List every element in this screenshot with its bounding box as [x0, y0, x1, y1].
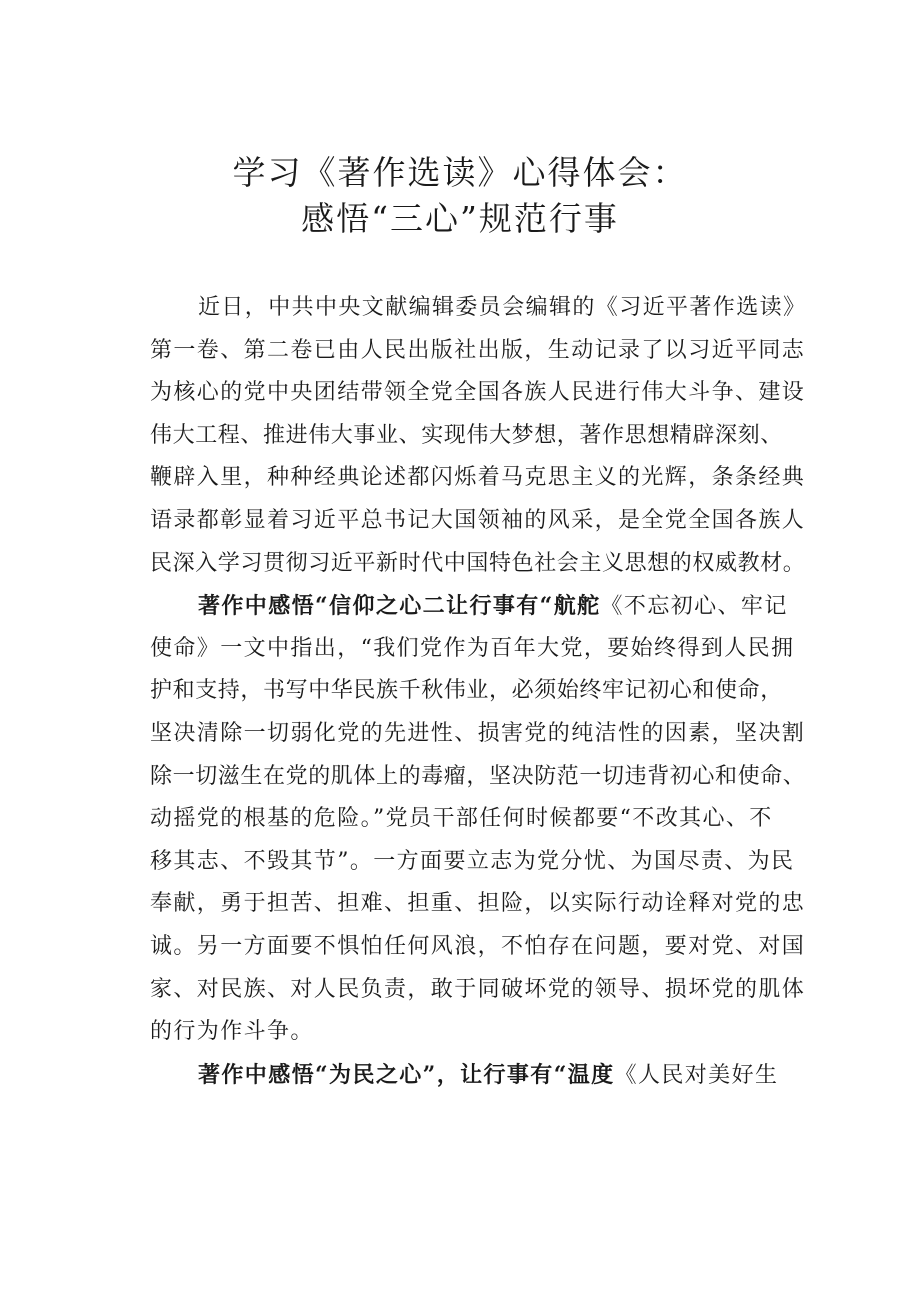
paragraph-1-line: 第一卷、第二卷已由人民出版社出版，生动记录了以习近平同志 — [150, 337, 806, 363]
paragraph-1-line: 近日，中共中央文献编辑委员会编辑的《习近平著作选读》 — [198, 295, 807, 320]
title-line-2: 感悟“三心”规范行事 — [301, 199, 619, 238]
paragraph-2-line: 动摇党的根基的危险。”党员干部任何时候都要“不改其心、不 — [150, 806, 773, 832]
paragraph-1-line: 伟大工程、推进伟大事业、实现伟大梦想，著作思想精辟深刻、 — [150, 422, 783, 448]
document-body — [150, 287, 815, 1096]
paragraph-1-line: 语录都彰显着习近平总书记大国领袖的风采，是全党全国各族人 — [150, 507, 806, 533]
paragraph-1-line: 民深入学习贯彻习近平新时代中国特色社会主义思想的权威教材。 — [150, 550, 806, 576]
paragraph-1-line: 为核心的党中央团结带领全党全国各族人民进行伟大斗争、建设 — [150, 380, 806, 406]
paragraph-1-line: 鞭辟入里，种种经典论述都闪烁着马克思主义的光辉，条条经典 — [150, 465, 806, 491]
paragraph-2-first-line — [150, 585, 815, 628]
paragraph-2-heading: 著作中感悟“信仰之心二让行事有“航舵 — [198, 593, 601, 620]
paragraph-2-line: 移其志、不毁其节”。一方面要立志为党分忧、为国尽责、为民 — [150, 848, 795, 874]
paragraph-2-line: 使命》一文中指出，“我们党作为百年大党，要始终得到人民拥 — [150, 635, 795, 661]
paragraph-3-first-line — [150, 1054, 815, 1097]
paragraph-2-line: 坚决清除一切弱化党的先进性、损害党的纯洁性的因素，坚决割 — [150, 720, 806, 746]
paragraph-2-line: 奉献，勇于担苦、担难、担重、担险，以实际行动诠释对党的忠 — [150, 891, 806, 917]
paragraph-2-line: 家、对民族、对人民负责，敢于同破坏党的领导、损坏党的肌体 — [150, 976, 806, 1002]
paragraph-2-first-rest: 《不忘初心、牢记 — [600, 594, 788, 620]
paragraph-2-line: 诚。另一方面要不惧怕任何风浪，不怕存在问题，要对党、对国 — [150, 933, 806, 959]
paragraph-2-line: 护和支持，书写中华民族千秋伟业，必须始终牢记初心和使命， — [150, 678, 783, 704]
document-title — [0, 150, 920, 242]
paragraph-2-line: 的行为作斗争。 — [150, 1019, 314, 1045]
paragraph-2-line: 除一切滋生在党的肌体上的毒瘤，坚决防范一切违背初心和使命、 — [150, 763, 806, 789]
paragraph-3-first-rest: 《人民对美好生 — [614, 1062, 779, 1088]
paragraph-3-heading: 著作中感悟“为民之心”，让行事有“温度 — [198, 1061, 615, 1088]
title-line-1: 学习《著作选读》心得体会： — [232, 153, 688, 192]
